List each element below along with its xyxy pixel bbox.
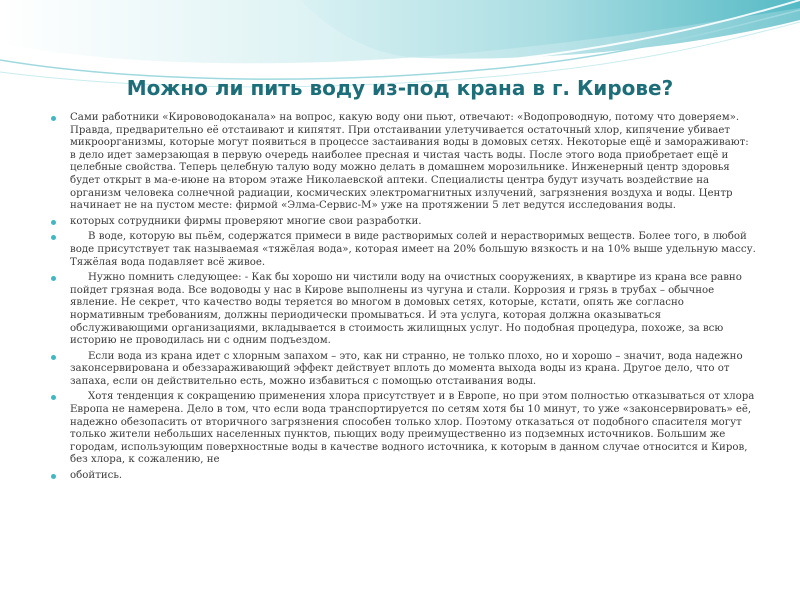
bullet-text: Хотя тенденция к сокращению применения хлора присутствует и в Европе, но при этом полностью отказываться от хлора Европа не намерена. Дело в том, что если вода транспортируется по сетям хотя бы 10 минут, то уже «законсервировать» её, надежно обезопасить от вторичного загрязнения способен только хлор. Поэтому отказаться от подобного спасителя могут только жители небольших населенных пунктов, пьющих воду преимущественно из подземных источников. Большим же городам, использующим поверхностные воды в качестве водного источника, к которым в данном случае относится и Киров, без хлора, к сожалению, не <box>70 391 755 466</box>
bullet-dot-icon <box>51 220 56 225</box>
slide-content <box>48 112 756 486</box>
bullet-dot-icon <box>51 395 56 400</box>
slide-title: Можно ли пить воду из-под крана в г. Кирове? <box>126 76 674 100</box>
bullet-text: Сами работники «Кирововодоканала» на вопрос, какую воду они пьют, отвечают: «Водопроводную, потому что доверяем». Правда, предварительно её отстаивают и кипятят. При отстаивании улетучивается остаточный хлор, кипячение убивает микроорганизмы, которые могут появиться в процессе застаивания воды в домовых сетях. Некоторые ещё и замораживают: в дело идет замерзающая в первую очередь наиболее пресная и чистая часть воды. После этого вода приобретает ещё и целебные свойства. Теперь целебную талую воду можно делать в домашнем морозильнике. Инженерный центр здоровья будет открыт в ма-е-июне на втором этаже Николаевской аптеки. Специалисты центра будут изучать воздействие на организм человека солнечной радиации, космических электромагнитных излучений, загрязнения воздуха и воды. Центр начинает не на пустом месте: фирмой «Элма-Сервис-М» уже на протяжении 5 лет ведутся исследования воды. <box>70 112 749 212</box>
bullet-dot-icon <box>51 235 56 240</box>
bullet-dot-icon <box>51 276 56 281</box>
bullet-text: В воде, которую вы пьём, содержатся примеси в виде растворимых солей и нерастворимых веществ. Более того, в любой воде присутствует так называемая «тяжёлая вода», которая имеет на 20% большую вязкость и на 10% выше удельную массу. Тяжёлая вода подавляет всё живое. <box>70 231 756 268</box>
bullet-text: которых сотрудники фирмы проверяют многие свои разработки. <box>70 215 422 227</box>
bullet-paragraph <box>48 470 756 483</box>
bullet-text: Если вода из крана идет с хлорным запахом – это, как ни странно, не только плохо, но и хорошо – значит, вода надежно законсервирована и обеззараживающий эффект действует вплоть до момента выхода воды из крана. Другое дело, что от запаха, если он действительно есть, можно избавиться с помощью отстаивания воды. <box>70 350 743 387</box>
bullet-dot-icon <box>51 474 56 479</box>
bullet-paragraph <box>48 272 756 348</box>
bullet-text: Нужно помнить следующее: - Как бы хорошо ни чистили воду на очистных сооружениях, в квартире из крана все равно пойдет грязная вода. Все водоводы у нас в Кирове выполнены из чугуна и стали. Коррозия и грязь в трубах – обычное явление. Не секрет, что качество воды теряется во многом в домовых сетях, которые, кстати, опять же согласно нормативным требованиям, должны периодически промываться. И эта услуга, которая должна оказываться обслуживающими организациями, вкладывается в стоимость жилищных услуг. Но подобная процедура, похоже, за всю историю не проводилась ни с одним подъездом. <box>70 272 742 347</box>
bullet-paragraph <box>48 351 756 389</box>
bullet-paragraph <box>48 112 756 213</box>
bullet-dot-icon <box>51 116 56 121</box>
bullet-text: обойтись. <box>70 470 123 482</box>
bullet-paragraph <box>48 391 756 467</box>
bullet-dot-icon <box>51 355 56 360</box>
bullet-paragraph <box>48 216 756 229</box>
bullet-paragraph <box>48 231 756 269</box>
